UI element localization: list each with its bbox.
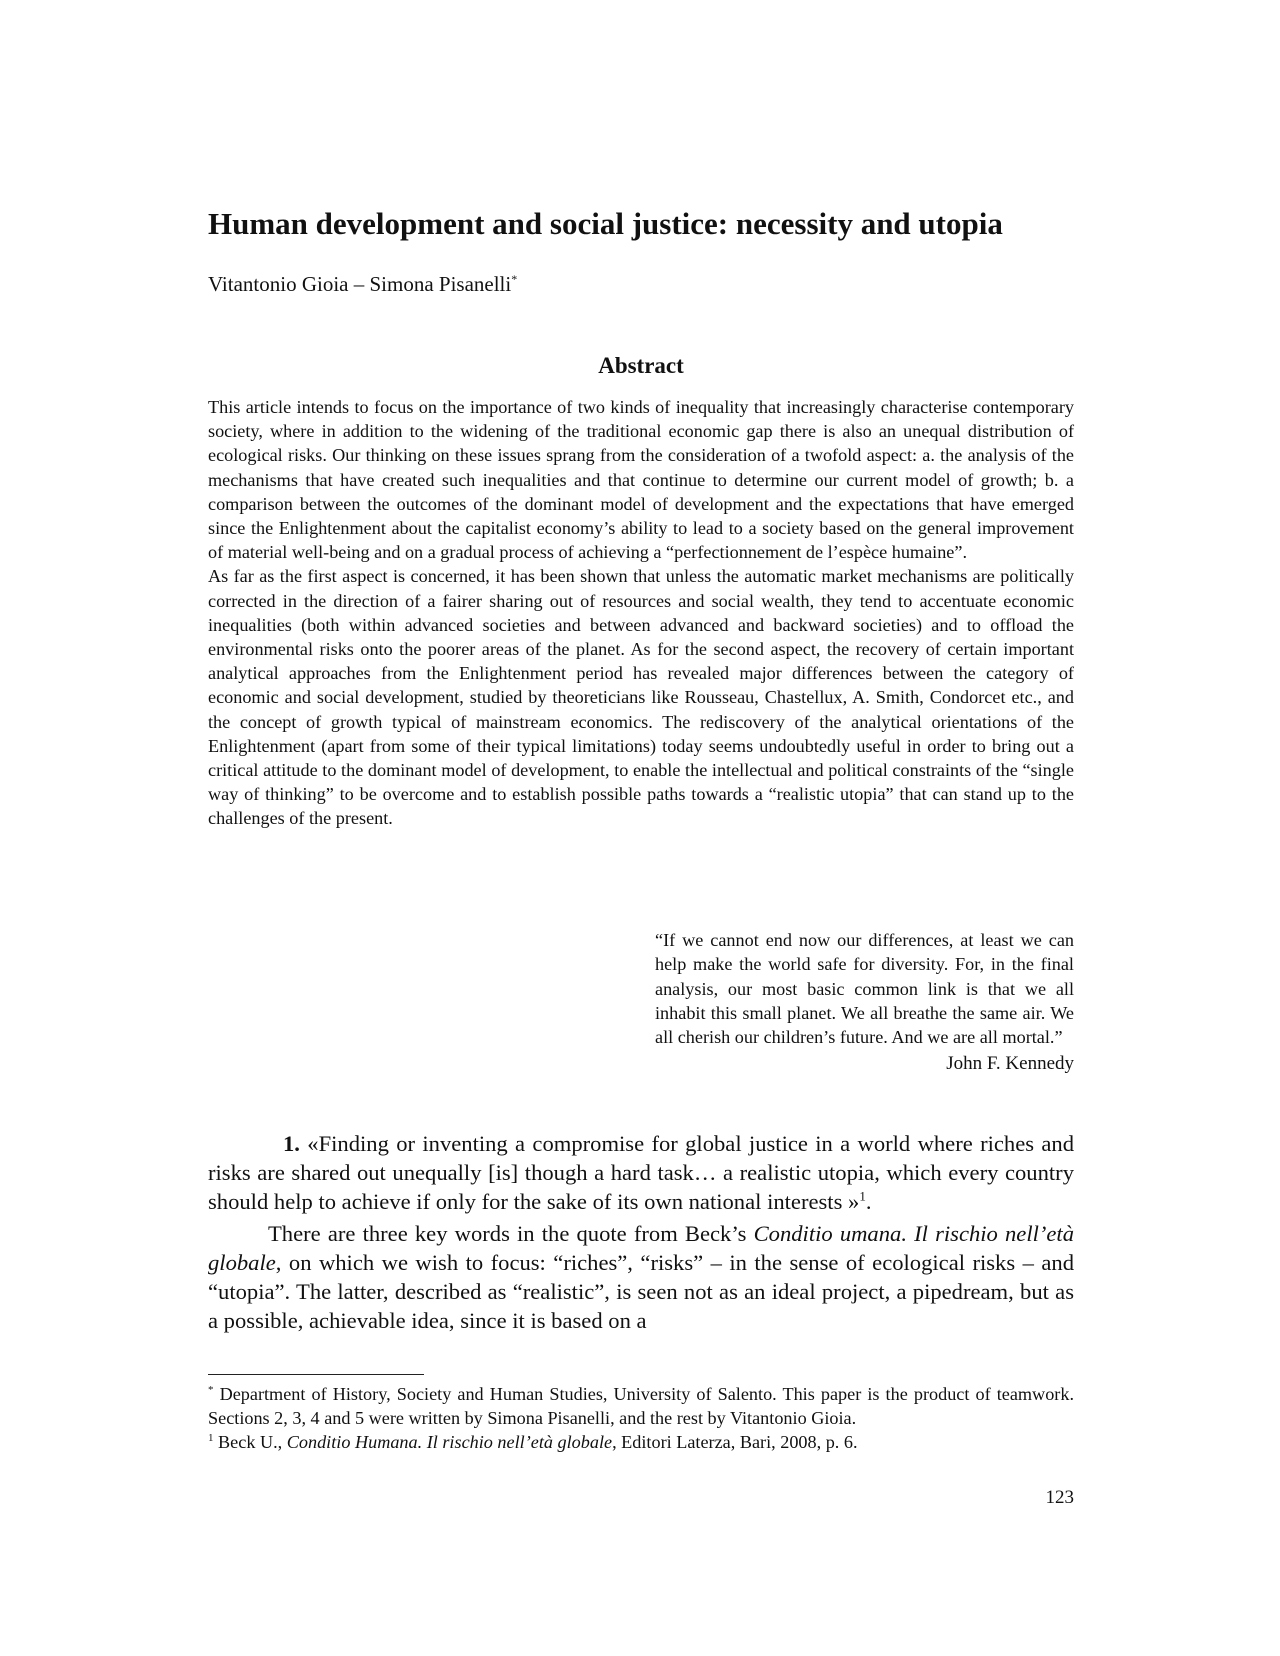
author-line	[208, 270, 1074, 298]
body-paragraph-2-rest: , on which we wish to focus: “riches”, “risks” – in the sense of ecological risks – and “utopia”. The latter, described as “realistic”, is seen not as an ideal project, a pipedream, but as a possible, achievable idea, since it is based on a	[208, 1250, 1074, 1333]
footnote-ref-1[interactable]: 1	[859, 1188, 866, 1204]
epigraph	[655, 928, 1074, 1077]
abstract-paragraph-2: As far as the first aspect is concerned, it has been shown that unless the automatic market mechanisms are politically corrected in the direction of a fairer sharing out of resources and social wealth, they tend to accentuate economic inequalities (both within advanced societies and between advanced and backward societies) and to offload the environmental risks onto the poorer areas of the planet. As for the second aspect, the recovery of certain important analytical approaches from the Enlightenment period has revealed major differences between the category of economic and social development, studied by theoreticians like Rousseau, Chastellux, A. Smith, Condorcet etc., and the concept of growth typical of mainstream economics. The rediscovery of the analytical orientations of the Enlightenment (apart from some of their typical limitations) today seems undoubtedly useful in order to bring out a critical attitude to the dominant model of development, to enable the intellectual and political constraints of the “single way of thinking” to be overcome and to establish possible paths towards a “realistic utopia” that can stand up to the challenges of the present.	[208, 566, 1074, 829]
epigraph-attribution: John F. Kennedy	[946, 1053, 1074, 1075]
footnote-1-italic: Conditio Humana. Il rischio nell’età globale	[286, 1432, 613, 1453]
author-names: Vitantonio Gioia – Simona Pisanelli	[208, 272, 512, 296]
footnote-divider	[208, 1374, 424, 1375]
body-paragraph-1	[208, 1130, 1074, 1216]
paper-title: Human development and social justice: necessity and utopia	[208, 206, 1003, 241]
footnotes	[208, 1382, 1074, 1455]
footnote-1-start: Beck U.,	[213, 1432, 287, 1453]
abstract-paragraph-1: This article intends to focus on the importance of two kinds of inequality that increasingly characterise contemporary society, where in addition to the widening of the traditional economic gap there is also an unequal distribution of ecological risks. Our thinking on these issues sprang from the consideration of a twofold aspect: a. the analysis of the mechanisms that have created such inequalities and that continue to determine our current model of growth; b. a comparison between the outcomes of the dominant model of development and the expectations that have emerged since the Enlightenment about the capitalist economy’s ability to lead to a society based on the general improvement of material well-being and on a gradual process of achieving a “perfectionnement de l’espèce humaine”.	[208, 397, 1074, 563]
page-number: 123	[1045, 1487, 1074, 1508]
footnote-star-text: Department of History, Society and Human Studies, University of Salento. This paper is the product of teamwork. Sections 2, 3, 4 and 5 were written by Simona Pisanelli, and the rest by Vitantonio Gioia.	[208, 1384, 1074, 1429]
author-footnote-marker: *	[511, 272, 518, 286]
body-paragraph-2	[208, 1220, 1074, 1335]
section-number: 1.	[283, 1131, 300, 1156]
footnote-1	[208, 1430, 1074, 1454]
abstract-heading: Abstract	[598, 353, 684, 378]
footnote-star-marker: *	[208, 1383, 214, 1396]
body-paragraph-1-end: .	[865, 1188, 872, 1214]
body-paragraph-1-text: «Finding or inventing a compromise for global justice in a world where riches and risks are shared out unequally [is] though a hard task… a realistic utopia, which every country should help to achieve if only for the sake of its own national interests »	[208, 1131, 1074, 1214]
abstract-body	[208, 395, 1074, 831]
epigraph-quote: “If we cannot end now our differences, at least we can help make the world safe for diversity. For, in the final analysis, our most basic common link is that we all inhabit this small planet. We all breathe the same air. We all cherish our children’s future. And we are all mortal.”	[655, 930, 1074, 1048]
footnote-star	[208, 1382, 1074, 1430]
body-paragraph-2-start: There are three key words in the quote from Beck’s	[268, 1221, 754, 1247]
footnote-1-marker: 1	[208, 1432, 214, 1445]
body-text	[208, 1130, 1074, 1336]
book-title-italic: Conditio umana. Il rischio nell’età globale	[208, 1221, 1074, 1276]
footnote-1-rest: , Editori Laterza, Bari, 2008, p. 6.	[612, 1432, 858, 1453]
